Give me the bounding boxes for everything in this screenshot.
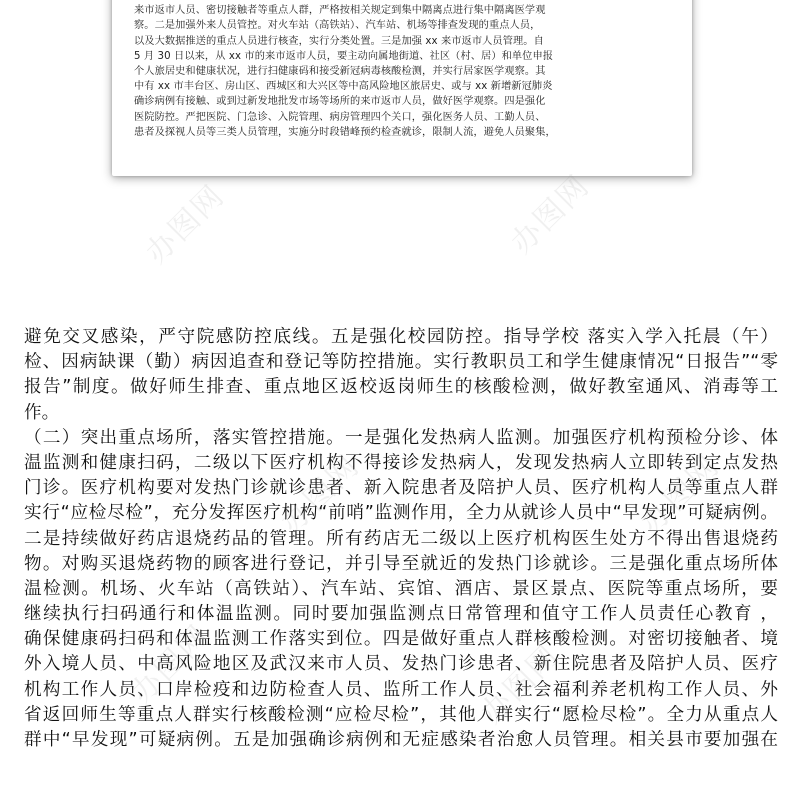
body-line: 检、因病缺课（勤）病因追查和登记等防控措施。实行教职员工和学生健康情况“日报告”“零 — [24, 352, 778, 373]
body-line: 省返回师生等重点人群实行核酸检测“应检尽检”，其他人群实行“愿检尽检”。全力从重点人 — [24, 704, 778, 725]
body-line: 温监测和健康扫码，二级以下医疗机构不得接诊发热病人，发现发热病人立即转到定点发热 — [24, 452, 778, 473]
watermark: 办图网 — [124, 618, 217, 711]
watermark: 办图网 — [634, 448, 727, 541]
preview-line: 个人旅居史和健康状况，进行扫健康码和接受新冠病毒核酸检测，并实行居家医学观察。其 — [134, 66, 546, 78]
body-line: 二是持续做好药店退烧药品的管理。所有药店无二级以上医疗机构医生处方不得出售退烧药 — [24, 528, 778, 549]
document-body — [24, 325, 778, 753]
document-preview-card — [112, 0, 692, 176]
preview-line: 医院防控。严把医院、门急诊、入院管理、病房管理四个关口，强化医务人员、工勤人员、 — [134, 111, 546, 123]
preview-text — [134, 0, 666, 140]
body-line: 报告”制度。做好师生排查、重点地区返校返岗师生的核酸检测，做好教室通风、消毒等工 — [24, 377, 778, 398]
preview-line: 确诊病例有接触、或到过新发地批发市场等场所的来市返市人员，做好医学观察。四是强化 — [134, 96, 546, 108]
body-line: 门诊。医疗机构要对发热门诊就诊患者、新入院患者及陪护人员、医疗机构人员等重点人群 — [24, 478, 778, 499]
preview-line: 5 月 30 日以来，从 xx 市的来市返市人员，要主动向属地街道、社区（村、居）和单位申报 — [134, 50, 554, 62]
body-line: 温检测。机场、火车站（高铁站）、汽车站、宾馆、酒店、景区景点、医院等重点场所，要 — [24, 578, 778, 599]
body-line: （二）突出重点场所，落实管控措施。一是强化发热病人监测。加强医疗机构预检分诊、体 — [24, 427, 778, 448]
document-preview-area — [0, 0, 800, 305]
preview-line: 患者及探视人员等三类人员管理，实施分时段错峰预约检查就诊，限制人流，避免人员聚集， — [134, 126, 556, 138]
body-line: 确保健康码扫码和体温监测工作落实到位。四是做好重点人群核酸检测。对密切接触者、境 — [24, 629, 778, 650]
body-line: 继续执行扫码通行和体温监测。同时要加强监测点日常管理和值守工作人员责任心教育 ， — [24, 604, 778, 625]
preview-line: 以及大数据推送的重点人员进行核查，实行分类处置。三是加强 xx 来市返市人员管理。自 — [134, 35, 544, 47]
watermark: 办图网 — [274, 448, 367, 541]
body-line: 群中“早发现”可疑病例。五是加强确诊病例和无症感染者治愈人员管理。相关县市要加强在 — [24, 730, 778, 750]
body-line: 物。对购买退烧药物的顾客进行登记，并引导至就近的发热门诊就诊。三是强化重点场所体 — [24, 553, 778, 574]
preview-line: 来市返市人员、密切接触者等重点人群，严格按相关规定到集中隔离点进行集中隔离医学观 — [134, 5, 546, 17]
body-line: 实行“应检尽检”，充分发挥医疗机构“前哨”监测作用，全力从就诊人员中“早发现”可疑病例。 — [24, 503, 778, 524]
body-line: 机构工作人员、口岸检疫和边防检查人员、监所工作人员、社会福利养老机构工作人员、外 — [24, 679, 778, 700]
body-line: 避免交叉感染，严守院感防控底线。五是强化校园防控。指导学校 落实入学入托晨（午） — [24, 327, 778, 347]
preview-line: 察。二是加强外来人员管控。对火车站（高铁站）、汽车站、机场等排查发现的重点人员， — [134, 20, 541, 32]
body-line: 外入境人员、中高风险地区及武汉来市人员、发热门诊患者、新住院患者及陪护人员、医疗 — [24, 654, 778, 675]
preview-line: 中有 xx 市丰台区、房山区、西城区和大兴区等中高风险地区旅居史、或与 xx 新增新冠肺炎 — [134, 81, 553, 93]
watermark: 办图网 — [474, 638, 567, 731]
body-line: 作。 — [24, 402, 60, 423]
